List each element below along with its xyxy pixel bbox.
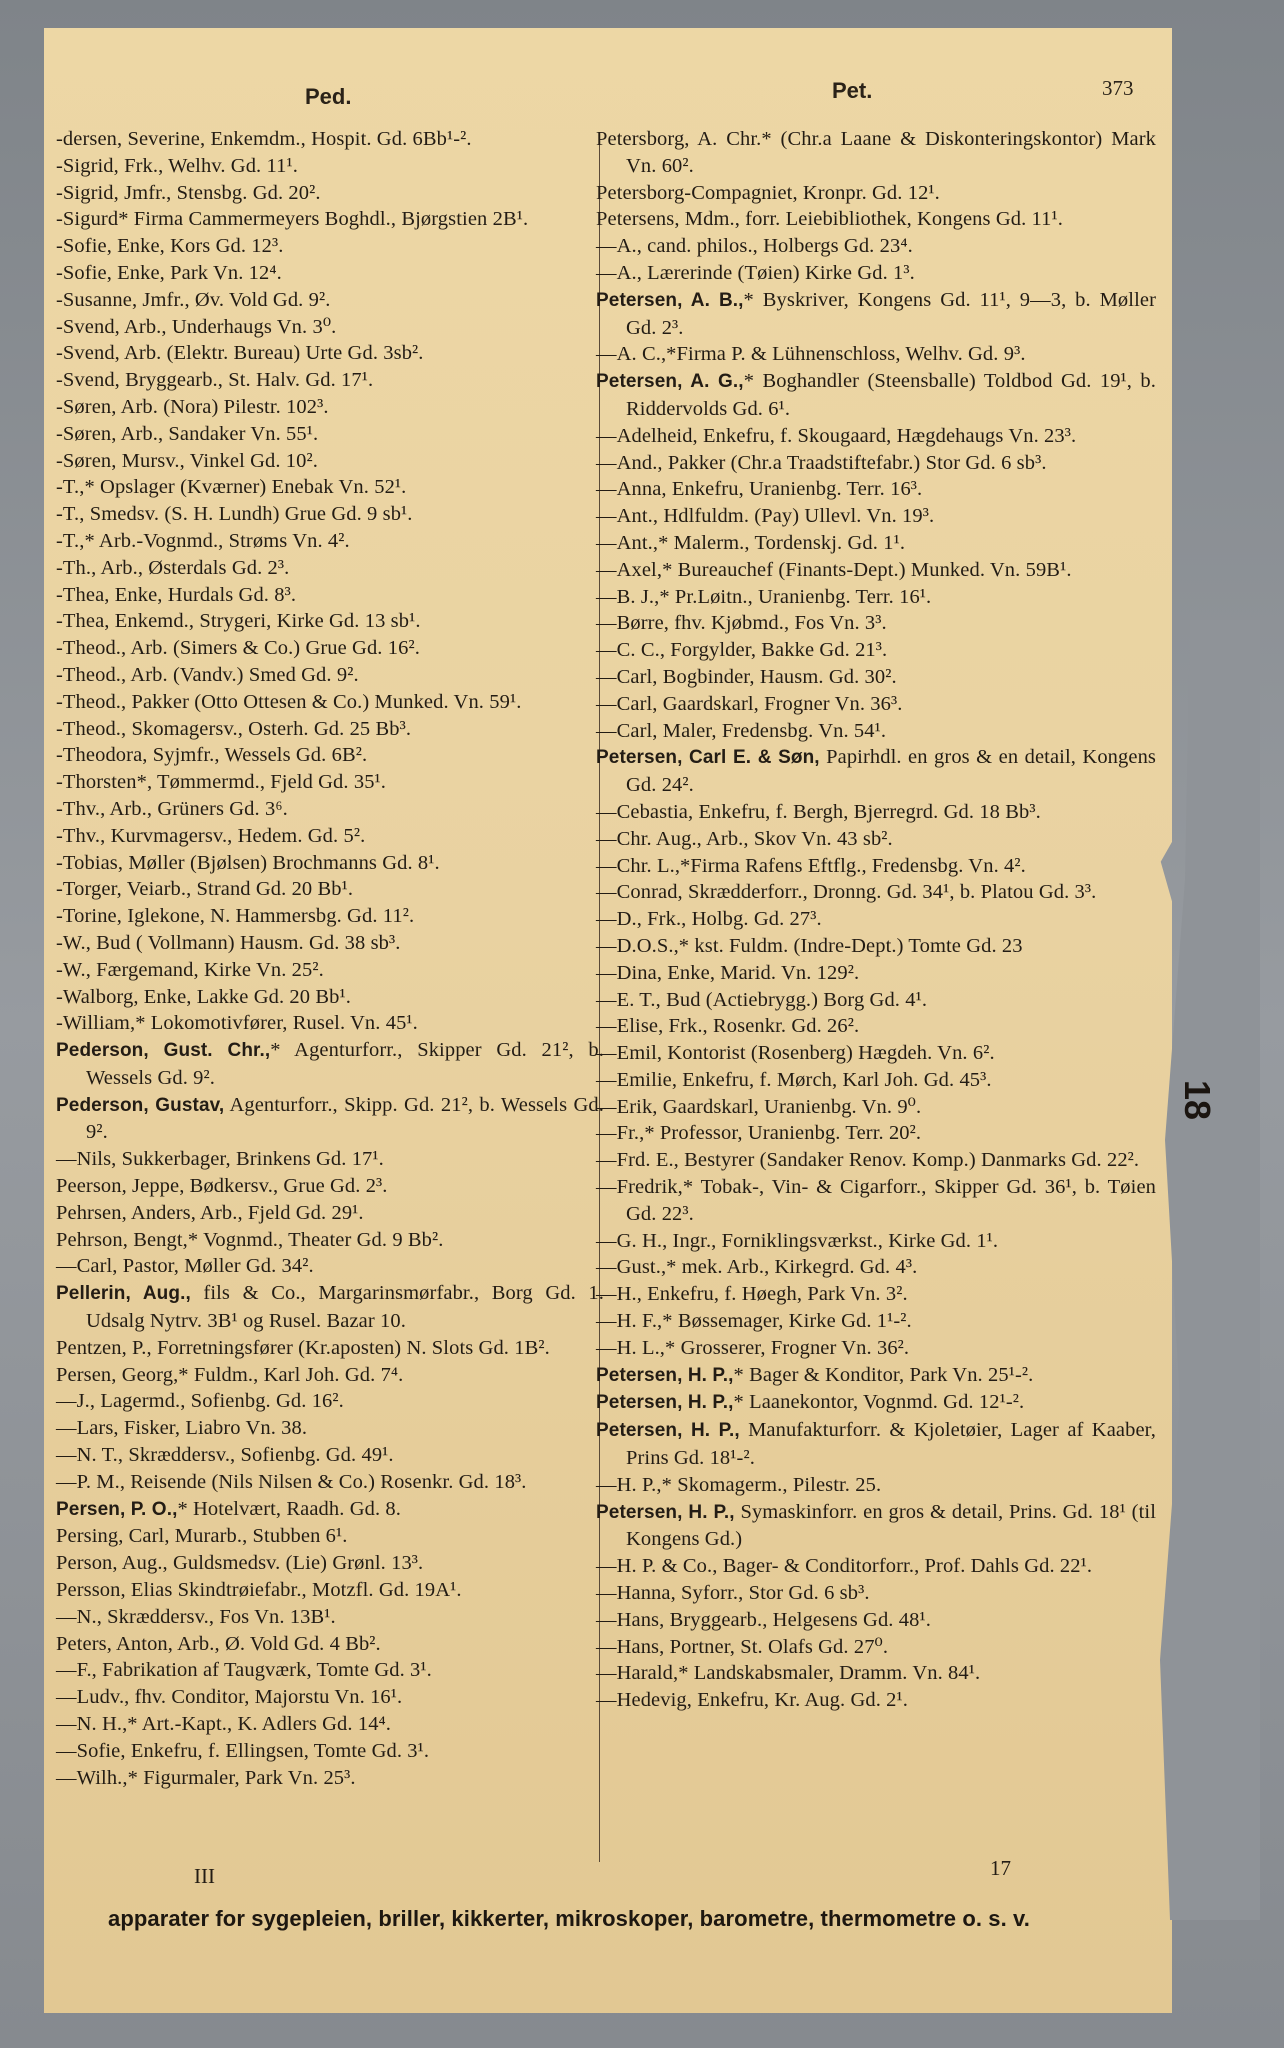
directory-entry: Petersen, A. G.,* Boghandler (Steensballe) Toldbod Gd. 19¹, b. Riddervolds Gd. 6¹.	[596, 370, 1156, 420]
directory-entry: —Elise, Frk., Rosenkr. Gd. 26².	[596, 1015, 860, 1038]
directory-entry: —J., Lagermd., Sofienbg. Gd. 16².	[56, 1390, 344, 1413]
directory-entry: -Søren, Arb., Sandaker Vn. 55¹.	[56, 422, 319, 445]
directory-entry: —E. T., Bud (Actiebrygg.) Borg Gd. 4¹.	[596, 988, 928, 1011]
directory-entry: —C. C., Forgylder, Bakke Gd. 21³.	[596, 639, 888, 662]
advertisement-strip: apparater for sygepleien, briller, kikkerter, mikroskoper, barometre, thermometre o. s. v.	[108, 1906, 1030, 1931]
directory-entry: -Thv., Arb., Grüners Gd. 3⁶.	[56, 797, 288, 820]
directory-entry: —P. M., Reisende (Nils Nilsen & Co.) Rosenkr. Gd. 18³.	[56, 1470, 527, 1493]
directory-entry: -Sigrid, Jmfr., Stensbg. Gd. 20².	[56, 181, 321, 204]
directory-entry: —Nils, Sukkerbager, Brinkens Gd. 17¹.	[56, 1148, 384, 1171]
directory-entry: -Theod., Pakker (Otto Ottesen & Co.) Munked. Vn. 59¹.	[56, 690, 522, 713]
directory-entry: -Søren, Mursv., Vinkel Gd. 10².	[56, 449, 318, 472]
directory-entry: -T.,* Arb.-Vognmd., Strøms Vn. 4².	[56, 529, 350, 552]
directory-entry: —Carl, Pastor, Møller Gd. 34².	[56, 1255, 314, 1278]
directory-entry: -Theod., Arb. (Vandv.) Smed Gd. 9².	[56, 663, 359, 686]
directory-entry: —Carl, Gaardskarl, Frogner Vn. 36³.	[596, 692, 903, 715]
page-number: 373	[1102, 76, 1134, 100]
directory-entry: -Walborg, Enke, Lakke Gd. 20 Bb¹.	[56, 985, 351, 1008]
directory-entry: -Torger, Veiarb., Strand Gd. 20 Bb¹.	[56, 878, 354, 901]
directory-entry: —Hanna, Syforr., Stor Gd. 6 sb³.	[596, 1582, 870, 1605]
directory-entry: —H., Enkefru, f. Høegh, Park Vn. 3².	[596, 1283, 908, 1306]
directory-entry: -Theod., Arb. (Simers & Co.) Grue Gd. 16².	[56, 637, 420, 660]
signature-mark-right: 17	[990, 1856, 1011, 1880]
directory-entry: Petersen, H. P., Symaskinforr. en gros & detail, Prins. Gd. 18¹ (til Kongens Gd.)	[596, 1500, 1156, 1551]
directory-entry: -Sofie, Enke, Park Vn. 12⁴.	[56, 261, 282, 284]
directory-entry: —Lars, Fisker, Liabro Vn. 38.	[56, 1417, 308, 1440]
directory-entry: Peters, Anton, Arb., Ø. Vold Gd. 4 Bb².	[56, 1632, 381, 1655]
directory-entry: —N. H.,* Art.-Kapt., K. Adlers Gd. 14⁴.	[56, 1713, 392, 1736]
directory-entry: -Sigurd* Firma Cammermeyers Boghdl., Bjørgstien 2B¹.	[56, 208, 529, 231]
directory-entry: —Carl, Maler, Fredensbg. Vn. 54¹.	[596, 719, 887, 742]
directory-entry: —Dina, Enke, Marid. Vn. 129².	[596, 961, 860, 984]
directory-entry: Petersen, Carl E. & Søn, Papirhdl. en gros & en detail, Kongens Gd. 24².	[596, 746, 1157, 797]
directory-entry: -Theodora, Syjmfr., Wessels Gd. 6B².	[56, 744, 368, 767]
directory-entry: —Chr. L.,*Firma Rafens Eftflg., Fredensbg. Vn. 4².	[596, 854, 1026, 877]
directory-entry: —H. P.,* Skomagerm., Pilestr. 25.	[596, 1473, 882, 1496]
directory-entry: —Emilie, Enkefru, f. Mørch, Karl Joh. Gd. 45³.	[596, 1068, 992, 1091]
directory-entry: Person, Aug., Guldsmedsv. (Lie) Grønl. 13³.	[56, 1552, 424, 1575]
directory-entry: —N., Skræddersv., Fos Vn. 13B¹.	[56, 1605, 336, 1628]
margin-stamp: 18	[1177, 1080, 1218, 1121]
directory-entry: —Ludv., fhv. Conditor, Majorstu Vn. 16¹.	[56, 1686, 403, 1709]
directory-entry: —Adelheid, Enkefru, f. Skougaard, Hægdehaugs Vn. 23³.	[596, 424, 1077, 447]
directory-entry: —A. C.,*Firma P. & Lühnenschloss, Welhv. Gd. 9³.	[596, 343, 1026, 366]
directory-entry: Pehrsen, Anders, Arb., Fjeld Gd. 29¹.	[56, 1201, 364, 1224]
directory-entry: —Conrad, Skrædderforr., Dronng. Gd. 34¹, b. Platou Gd. 3³.	[596, 881, 1097, 904]
directory-entry: -William,* Lokomotivfører, Rusel. Vn. 45¹.	[56, 1012, 418, 1035]
directory-entry: —B. J.,* Pr.Løitn., Uranienbg. Terr. 16¹.	[596, 585, 932, 608]
directory-entry: Pehrson, Bengt,* Vognmd., Theater Gd. 9 Bb².	[56, 1228, 444, 1251]
directory-entry: -Svend, Arb., Underhaugs Vn. 3⁰.	[56, 315, 337, 338]
directory-entry: —Emil, Kontorist (Rosenberg) Hægdeh. Vn. 6².	[596, 1042, 995, 1065]
directory-entry: -Torine, Iglekone, N. Hammersbg. Gd. 11².	[56, 905, 415, 928]
directory-entry: Petersen, H. P., Manufakturforr. & Kjoletøier, Lager af Kaaber, Prins Gd. 18¹-².	[596, 1419, 1156, 1470]
directory-entry: -Søren, Arb. (Nora) Pilestr. 102³.	[56, 395, 329, 418]
directory-entry: -T.,* Opslager (Kværner) Enebak Vn. 52¹.	[56, 476, 407, 499]
directory-entry: —Ant., Hdlfuldm. (Pay) Ullevl. Vn. 19³.	[596, 505, 935, 528]
directory-entry: Petersens, Mdm., forr. Leiebibliothek, Kongens Gd. 11¹.	[596, 208, 1063, 231]
directory-entry: —A., cand. philos., Holbergs Gd. 23⁴.	[596, 235, 913, 258]
directory-entry: Petersen, H. P.,* Bager & Konditor, Park Vn. 25¹-².	[596, 1363, 1034, 1386]
directory-entry: -Svend, Bryggearb., St. Halv. Gd. 17¹.	[56, 369, 374, 392]
directory-entry: -Sofie, Enke, Kors Gd. 12³.	[56, 235, 284, 258]
directory-entry: Pederson, Gust. Chr.,* Agenturforr., Skipper Gd. 21², b. Wessels Gd. 9².	[56, 1039, 604, 1089]
directory-entry: Persen, Georg,* Fuldm., Karl Joh. Gd. 7⁴.	[56, 1363, 404, 1386]
directory-entry: —Fredrik,* Tobak-, Vin- & Cigarforr., Skipper Gd. 36¹, b. Tøien Gd. 22³.	[596, 1176, 1156, 1225]
directory-entry: -Sigrid, Frk., Welhv. Gd. 11¹.	[56, 154, 298, 177]
directory-entry: —N. T., Skræddersv., Sofienbg. Gd. 49¹.	[56, 1444, 394, 1467]
directory-entry: Pederson, Gustav, Agenturforr., Skipp. Gd. 21², b. Wessels Gd. 9².	[56, 1093, 604, 1144]
directory-entry: —A., Lærerinde (Tøien) Kirke Gd. 1³.	[596, 261, 915, 284]
directory-entry: —H. L.,* Grosserer, Frogner Vn. 36².	[596, 1336, 910, 1359]
directory-entry: —Harald,* Landskabsmaler, Dramm. Vn. 84¹.	[596, 1662, 981, 1685]
directory-entry: —D., Frk., Holbg. Gd. 27³.	[596, 908, 822, 931]
directory-entry: -Thv., Kurvmagersv., Hedem. Gd. 5².	[56, 824, 366, 847]
directory-entry: -T., Smedsv. (S. H. Lundh) Grue Gd. 9 sb¹.	[56, 503, 413, 526]
directory-entry: —D.O.S.,* kst. Fuldm. (Indre-Dept.) Tomte Gd. 23	[596, 934, 1023, 957]
directory-entry: -W., Færgemand, Kirke Vn. 25².	[56, 958, 324, 981]
signature-mark-left: III	[194, 1864, 215, 1888]
directory-entry: —Sofie, Enkefru, f. Ellingsen, Tomte Gd. 3¹.	[56, 1739, 430, 1762]
directory-entry: —Wilh.,* Figurmaler, Park Vn. 25³.	[56, 1766, 356, 1789]
directory-entry: -Thea, Enkemd., Strygeri, Kirke Gd. 13 sb¹.	[56, 610, 421, 633]
left-guide-word: Ped.	[305, 84, 352, 109]
directory-entry: -Susanne, Jmfr., Øv. Vold Gd. 9².	[56, 288, 331, 311]
directory-entry: —Gust.,* mek. Arb., Kirkegrd. Gd. 4³.	[596, 1256, 918, 1279]
page-header	[0, 74, 1284, 114]
directory-entry: -dersen, Severine, Enkemdm., Hospit. Gd. 6Bb¹-².	[56, 128, 472, 150]
right-guide-word: Pet.	[832, 78, 873, 103]
directory-entry: Pentzen, P., Forretningsfører (Kr.aposten) N. Slots Gd. 1B².	[56, 1336, 550, 1359]
left-column	[56, 126, 604, 1791]
directory-entry: Persing, Carl, Murarb., Stubben 6¹.	[56, 1525, 348, 1548]
directory-entry: -Thea, Enke, Hurdals Gd. 8³.	[56, 583, 297, 606]
directory-entry: -W., Bud ( Vollmann) Hausm. Gd. 38 sb³.	[56, 931, 401, 954]
right-column	[596, 126, 1156, 1714]
directory-entry: —Erik, Gaardskarl, Uranienbg. Vn. 9⁰.	[596, 1095, 922, 1118]
directory-entry: -Theod., Skomagersv., Osterh. Gd. 25 Bb³.	[56, 717, 412, 740]
directory-entry: Petersen, H. P.,* Laanekontor, Vognmd. Gd. 12¹-².	[596, 1391, 1025, 1414]
directory-entry: -Thorsten*, Tømmermd., Fjeld Gd. 35¹.	[56, 771, 387, 794]
directory-entry: —Carl, Bogbinder, Hausm. Gd. 30².	[596, 665, 897, 688]
directory-entry: —H. P. & Co., Bager- & Conditorforr., Prof. Dahls Gd. 22¹.	[596, 1555, 1093, 1578]
directory-entry: -Th., Arb., Østerdals Gd. 2³.	[56, 556, 290, 579]
directory-entry: —Frd. E., Bestyrer (Sandaker Renov. Komp.) Danmarks Gd. 22².	[596, 1149, 1140, 1172]
directory-entry: Persson, Elias Skindtrøiefabr., Motzfl. Gd. 19A¹.	[56, 1579, 462, 1602]
directory-entry: —Fr.,* Professor, Uranienbg. Terr. 20².	[596, 1122, 922, 1145]
directory-entry: Pellerin, Aug., fils & Co., Margarinsmørfabr., Borg Gd. 1. Udsalg Nytrv. 3B¹ og Rusel. Bazar 10.	[56, 1282, 604, 1333]
directory-entry: —Axel,* Bureauchef (Finants-Dept.) Munked. Vn. 59B¹.	[596, 558, 1072, 581]
directory-entry: Persen, P. O.,* Hotelvært, Raadh. Gd. 8.	[56, 1497, 401, 1520]
directory-entry: —F., Fabrikation af Taugværk, Tomte Gd. 3¹.	[56, 1659, 432, 1682]
directory-entry: —Anna, Enkefru, Uranienbg. Terr. 16³.	[596, 478, 923, 501]
directory-entry: Petersen, A. B.,* Byskriver, Kongens Gd. 11¹, 9—3, b. Møller Gd. 2³.	[596, 288, 1157, 339]
directory-entry: Peerson, Jeppe, Bødkersv., Grue Gd. 2³.	[56, 1175, 388, 1198]
directory-entry: —Hans, Bryggearb., Helgesens Gd. 48¹.	[596, 1608, 931, 1631]
directory-entry: —Hans, Portner, St. Olafs Gd. 27⁰.	[596, 1635, 889, 1658]
directory-entry: —Hedevig, Enkefru, Kr. Aug. Gd. 2¹.	[596, 1689, 908, 1712]
directory-entry: —Børre, fhv. Kjøbmd., Fos Vn. 3³.	[596, 612, 887, 635]
directory-entry: —Ant.,* Malerm., Tordenskj. Gd. 1¹.	[596, 531, 906, 554]
directory-entry: —Cebastia, Enkefru, f. Bergh, Bjerregrd. Gd. 18 Bb³.	[596, 800, 1041, 823]
directory-entry: —G. H., Ingr., Forniklingsværkst., Kirke Gd. 1¹.	[596, 1229, 999, 1252]
directory-entry: Petersborg, A. Chr.* (Chr.a Laane & Diskonteringskontor) Mark Vn. 60².	[596, 128, 1156, 177]
directory-entry: Petersborg-Compagniet, Kronpr. Gd. 12¹.	[596, 181, 940, 204]
directory-entry: —And., Pakker (Chr.a Traadstiftefabr.) Stor Gd. 6 sb³.	[596, 451, 1047, 474]
directory-entry: —H. F.,* Bøssemager, Kirke Gd. 1¹-².	[596, 1310, 912, 1333]
directory-entry: -Svend, Arb. (Elektr. Bureau) Urte Gd. 3sb².	[56, 342, 424, 365]
directory-entry: -Tobias, Møller (Bjølsen) Brochmanns Gd. 8¹.	[56, 851, 440, 874]
directory-entry: —Chr. Aug., Arb., Skov Vn. 43 sb².	[596, 827, 893, 850]
